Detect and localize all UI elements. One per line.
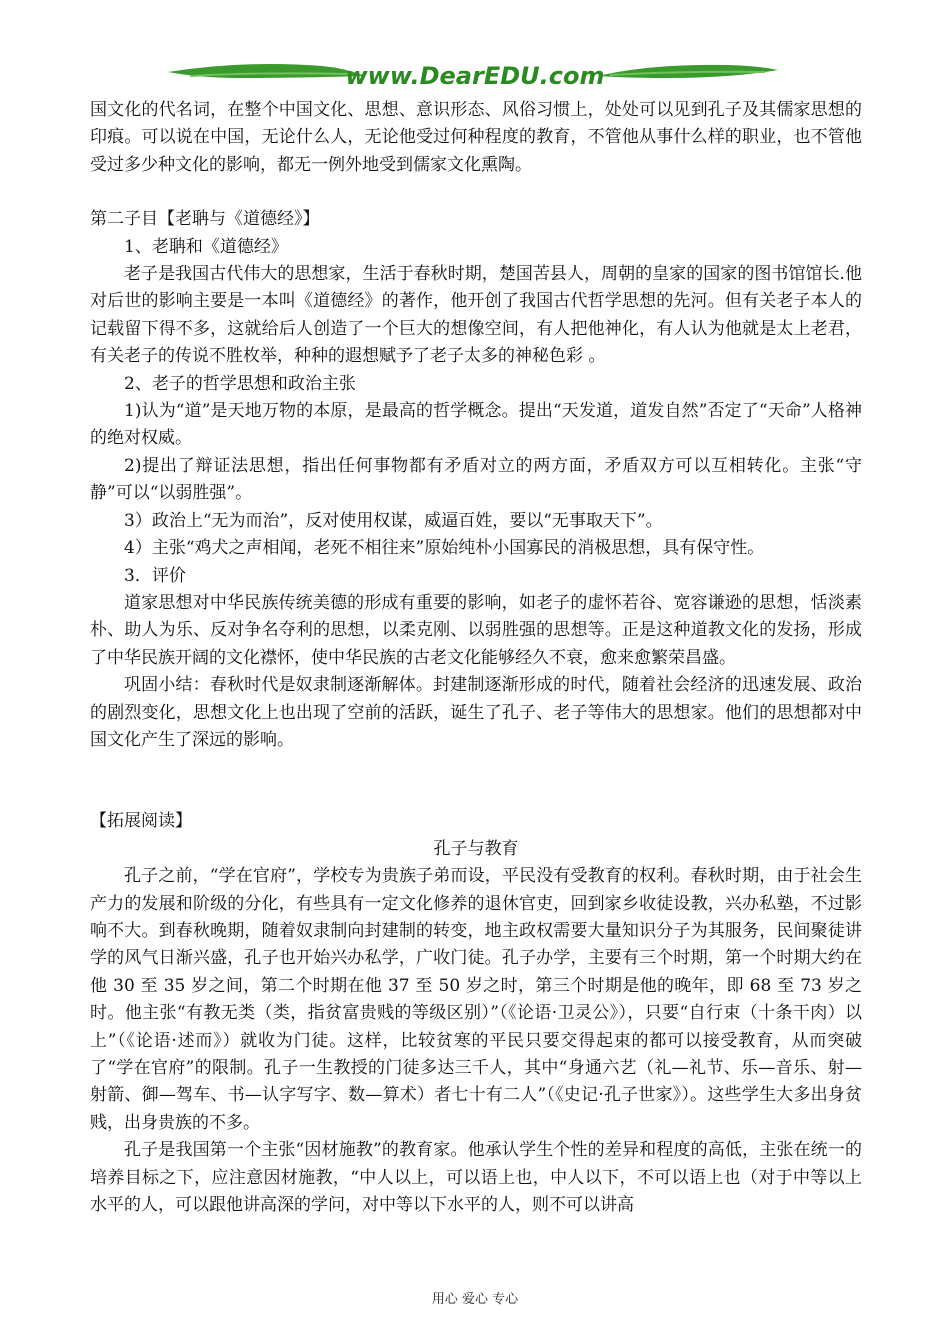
- header-banner-graphic: [0, 0, 950, 100]
- list-item-1: 1)认为“道”是天地万物的本原，是最高的哲学概念。提出“天发道，道发自然”否定了“天命”人格神的绝对权威。: [90, 401, 862, 449]
- paragraph-confucian-influence: 国文化的代名词，在整个中国文化、思想、意识形态、风俗习惯上，处处可以见到孔子及其儒家思想的印痕。可以说在中国，无论什么人，无论他受过何种程度的教育，不管他从事什么样的职业，也不管他受过多少种文化的影响，都无一例外地受到儒家文化熏陶。: [90, 100, 862, 175]
- list-item-3: 3）政治上“无为而治”，反对使用权谋，威逼百姓，要以“无事取天下”。: [124, 510, 663, 531]
- paragraph-laozi-intro: 老子是我国古代伟大的思想家，生活于春秋时期，楚国苦县人，周朝的皇家的国家的图书馆馆长.他对后世的影响主要是一本叫《道德经》的著作，他开创了我国古代哲学思想的先河。但有关老子本人的记载留下得不多，这就给后人创造了一个巨大的想像空间，有人把他神化，有人认为他就是太上老君，有关老子的传说不胜枚举，种种的遐想赋予了老子太多的神秘色彩 。: [90, 264, 862, 367]
- paragraph-summary: 巩固小结：春秋时代是奴隶制逐渐解体。封建制逐渐形成的时代，随着社会经济的迅速发展、政治的剧烈变化，思想文化上也出现了空前的活跃，诞生了孔子、老子等伟大的思想家。他们的思想都对中国文化产生了深远的影响。: [90, 675, 862, 750]
- section-heading-laodan: 第二子目【老聃与《道德经》】: [90, 209, 320, 230]
- list-item-2: 2)提出了辩证法思想，指出任何事物都有矛盾对立的两方面，矛盾双方可以互相转化。主张“守静”可以“以弱胜强”。: [90, 455, 862, 504]
- page-footer: 用心 爱心 专心: [431, 1292, 519, 1307]
- subheading-philosophy: 2、老子的哲学思想和政治主张: [124, 373, 356, 394]
- article-title: 孔子与教育: [433, 838, 519, 859]
- section-heading-extended-reading: 【拓展阅读】: [90, 811, 192, 832]
- list-item-4: 4）主张“鸡犬之声相闻，老死不相往来”原始纯朴小国寡民的消极思想，具有保守性。: [124, 538, 765, 559]
- subheading-evaluation: 3．评价: [124, 565, 186, 586]
- paragraph-confucius-education: 孔子之前，“学在官府”，学校专为贵族子弟而设，平民没有受教育的权利。春秋时期，由于社会生产力的发展和阶级的分化，有些具有一定文化修养的退休官吏，回到家乡收徒设教，兴办私塾，不过影响不大。到春秋晚期，随着奴隶制向封建制的转变，地主政权需要大量知识分子为其服务，民间聚徒讲学的风气日渐兴盛，孔子也开始兴办私学，广收门徒。孔子办学，主要有三个时期，第一个时期大约在他 30 至 35 岁之间，第二个时期在他 37 至 50 岁之时，第三个时期是他的晚年，即 68 至 73 岁之时。他主张“有教无类（类，指贫富贵贱的等级区别）”（《论语·卫灵公》），只要“自行束（十条干肉）以上”（《论语·述而》）就收为门徒。这样，比较贫寒的平民只要交得起束的都可以接受教育，从而突破了“学在官府”的限制。孔子一生教授的门徒多达三千人，其中“身通六艺（礼—礼节、乐—音乐、射—射箭、御—驾车、书—认字写字、数—算术）者七十有二人”（《史记·孔子世家》）。这些学生大多出身贫贱，出身贵族的不多。: [90, 866, 862, 1133]
- subheading-laodan-daodejing: 1、老聃和《道德经》: [124, 236, 288, 257]
- page-header: [0, 0, 950, 100]
- paragraph-evaluation: 道家思想对中华民族传统美德的形成有重要的影响，如老子的虚怀若谷、宽容谦逊的思想，恬淡素朴、助人为乐、反对争名夺利的思想，以柔克刚、以弱胜强的思想等。正是这种道教文化的发扬，形成了中华民族开阔的文化襟怀，使中华民族的古老文化能够经久不衰，愈来愈繁荣昌盛。: [90, 592, 862, 668]
- paragraph-teaching-method: 孔子是我国第一个主张“因材施教”的教育家。他承认学生个性的差异和程度的高低，主张在统一的培养目标之下，应注意因材施教，“中人以上，可以语上也，中人以下，不可以语上也（对于中等以上水平的人，可以跟他讲高深的学问，对中等以下水平的人，则不可以讲高: [90, 1140, 862, 1216]
- site-name: www.DearEDU.com: [345, 62, 605, 90]
- document-body: [90, 97, 862, 1219]
